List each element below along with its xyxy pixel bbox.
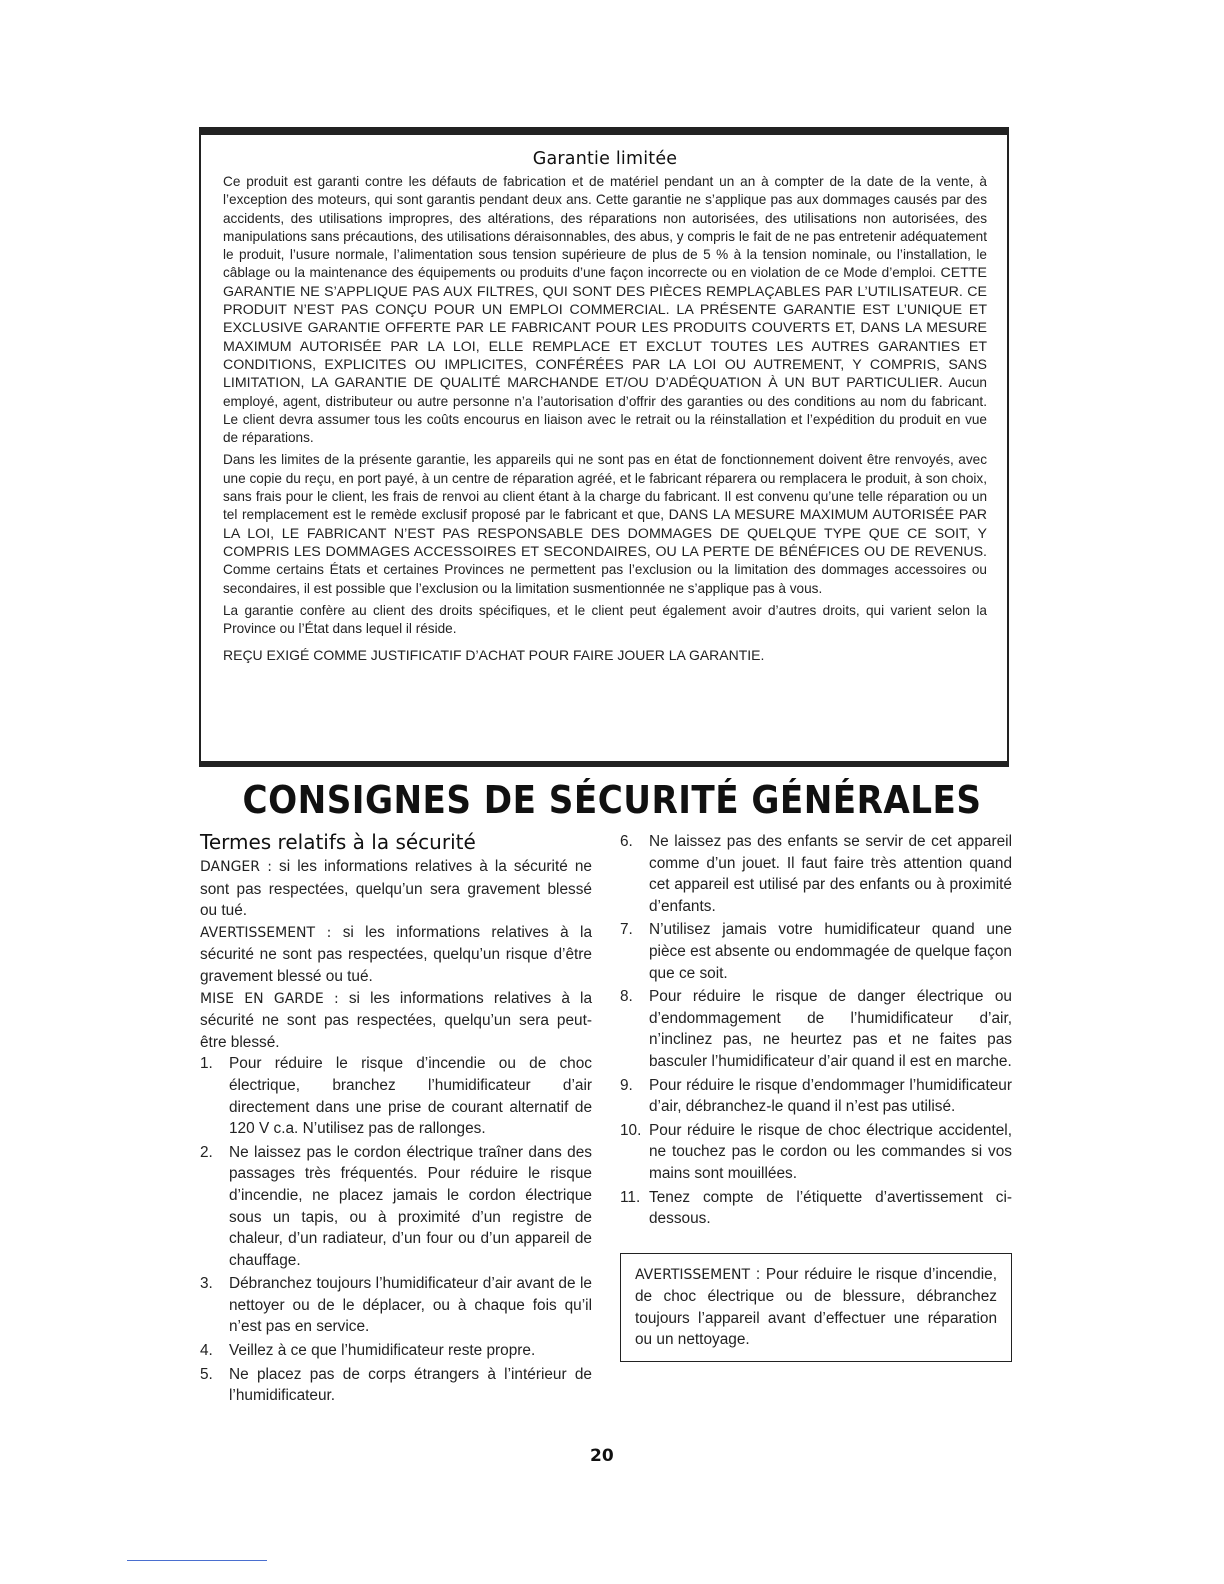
safety-item — [200, 1364, 592, 1407]
warning-label-box — [620, 1253, 1012, 1362]
warranty-p2-text-b: Comme certains États et certaines Provinces ne permettent pas l’exclusion ou la limitation des dommages accessoires ou secondaires, il est possible que l’exclusion ou la limitation susmentionnée ne s’applique pas à vous. — [223, 562, 987, 596]
right-column — [620, 831, 1012, 1362]
page-title: CONSIGNES DE SÉCURITÉ GÉNÉRALES — [242, 778, 982, 822]
warranty-p1-text-a: Ce produit est garanti contre les défauts de fabrication et de matériel pendant un an à compter de la date de la vente, à l’exception des moteurs, qui sont garantis pendant deux ans. Cette garantie ne s’applique pas aux dommages causés par des accidents, des utilisations impropres, des altérations, des réparations non autorisées, des utilisations non autorisées, des manipulations sans précautions, des utilisations déraisonnables, des abus, y compris le fait de ne pas entretenir adéquatement le produit, l’usure normale, l’alimentation sous tension supérieure de plus de 5 % à la tension nominale, ou l’installation, le câblage ou la maintenance des équipements ou produits d’une façon incorrecte ou en violation de ce Mode d’emploi. — [223, 174, 987, 281]
safety-item-text: Veillez à ce que l’humidificateur reste propre. — [229, 1342, 536, 1360]
safety-item-number: 11. — [620, 1188, 641, 1206]
warning-box-text: : Pour réduire le risque d’incendie, de choc électrique ou de blessure, débranchez toujours l’appareil avant d’effectuer une réparation ou un nettoyage. — [635, 1265, 997, 1349]
warranty-p2-text-a: Dans les limites de la présente garantie, les appareils qui ne sont pas en état de fonctionnement doivent être renvoyés, avec une copie du reçu, en port payé, à un centre de réparation agréé, et le fabricant réparera ou remplacera le produit, à son choix, sans frais pour le client, les frais de renvoi au client étant à la charge du fabricant. Il est convenu qu’une telle réparation ou un tel remplacement est le remède exclusif proposé par le fabricant et que, — [223, 452, 987, 523]
page-number: 20 — [590, 1446, 614, 1466]
safety-list-left — [200, 1053, 592, 1407]
safety-terms-heading: Termes relatifs à la sécurité — [200, 830, 476, 854]
safety-item — [620, 1120, 1012, 1185]
safety-item-number: 1. — [200, 1055, 213, 1073]
safety-item-text: Pour réduire le risque de danger électrique ou d’endommagement de l’humidificateur d’air, n’inclinez pas, ne heurtez pas et ne faites pas basculer l’humidificateur d’air quand il est en marche. — [649, 988, 1012, 1070]
term-caution-label: MISE EN GARDE : — [200, 990, 339, 1007]
warranty-receipt-notice: REÇU EXIGÉ COMME JUSTIFICATIF D’ACHAT POUR FAIRE JOUER LA GARANTIE. — [223, 647, 765, 664]
safety-item-text: Débranchez toujours l’humidificateur d’air avant de le nettoyer ou de le déplacer, ou à chaque fois qu’il n’est pas en service. — [229, 1275, 592, 1336]
safety-item — [200, 1053, 592, 1139]
safety-item — [620, 1075, 1012, 1118]
safety-item-number: 4. — [200, 1342, 213, 1360]
safety-item-number: 7. — [620, 921, 633, 939]
term-danger-label: DANGER : — [200, 859, 272, 875]
safety-item-text: Ne laissez pas des enfants se servir de cet appareil comme d’un jouet. Il faut faire très attention quand cet appareil est utilisé par des enfants ou à proximité d’enfants. — [649, 833, 1012, 915]
warranty-paragraph-3: La garantie confère au client des droits spécifiques, et le client peut également avoir d’autres droits, qui varient selon la Province ou l’État dans lequel il réside. — [223, 602, 987, 637]
safety-item-number: 9. — [620, 1076, 633, 1094]
footer-rule — [127, 1560, 267, 1561]
safety-item-number: 2. — [200, 1143, 213, 1161]
term-danger — [200, 856, 592, 922]
safety-item-text: Tenez compte de l’étiquette d’avertissement ci-dessous. — [649, 1188, 1012, 1228]
term-caution-text: si les informations relatives à la sécurité ne sont pas respectées, quelqu’un sera peut-être blessé. — [200, 989, 593, 1051]
safety-item-number: 8. — [620, 988, 633, 1006]
limited-warranty-box — [199, 127, 1009, 767]
warranty-title: Garantie limitée — [532, 149, 678, 169]
safety-item-text: Ne laissez pas le cordon électrique traîner dans des passages très fréquentés. Pour réduire le risque d’incendie, ne placez jamais le cordon électrique sous un tapis, ou à proximité d’un registre de chaleur, d’un radiateur, d’un four ou d’un appareil de chauffage. — [229, 1143, 592, 1269]
warranty-p1-text-b: Aucun employé, agent, distributeur ou autre personne n’a l’autorisation d’offrir des garanties ou des conditions au nom du fabricant. Le client devra assumer tous les coûts encourus en liaison avec le retrait ou la réinstallation et l’expédition du produit en vue de réparations. — [223, 375, 987, 446]
safety-item-number: 5. — [200, 1365, 213, 1383]
safety-item-text: Pour réduire le risque d’endommager l’humidificateur d’air, débranchez-le quand il n’est pas utilisé. — [649, 1076, 1012, 1116]
term-warning-label: AVERTISSEMENT : — [200, 924, 332, 941]
warranty-paragraph-1 — [223, 173, 987, 447]
safety-item — [200, 1340, 592, 1362]
warranty-p2-uppercase: DANS LA MESURE MAXIMUM AUTORISÉE PAR LA LOI, LE FABRICANT N’EST PAS RESPONSABLE DES DOMMAGES DE QUELQUE TYPE QUE CE SOIT, Y COMPRIS LES DOMMAGES ACCESSOIRES ET SECONDAIRES, OU LA PERTE DE BÉNÉFICES OU DE REVENUS. — [223, 507, 988, 560]
safety-item-text: Pour réduire le risque de choc électrique accidentel, ne touchez pas le cordon ou les commandes si vos mains sont mouillées. — [649, 1121, 1012, 1182]
safety-item-number: 6. — [620, 833, 633, 850]
safety-item-number: 10. — [620, 1121, 642, 1139]
safety-item-text: Ne placez pas de corps étrangers à l’intérieur de l’humidificateur. — [229, 1365, 592, 1405]
safety-item-number: 3. — [200, 1275, 213, 1293]
safety-item — [200, 1273, 592, 1338]
term-warning-text: si les informations relatives à la sécurité ne sont pas respectées, quelqu’un risque d’être gravement blessé ou tué. — [200, 923, 592, 985]
safety-item — [620, 986, 1012, 1072]
term-warning — [200, 922, 592, 988]
warranty-p1-uppercase: CETTE GARANTIE NE S’APPLIQUE PAS AUX FILTRES, QUI SONT DES PIÈCES REMPLAÇABLES PAR L’UTILISATEUR. CE PRODUIT N’EST PAS CONÇU POUR UN EMPLOI COMMERCIAL. LA PRÉSENTE GARANTIE EST L’UNIQUE ET EXCLUSIVE GARANTIE OFFERTE PAR LE FABRICANT POUR LES PRODUITS COUVERTS ET, DANS LA MESURE MAXIMUM AUTORISÉE PAR LA LOI, ELLE REMPLACE ET EXCLUT TOUTES LES AUTRES GARANTIES ET CONDITIONS, EXPLICITES OU IMPLICITES, CONFÉRÉES PAR LA LOI OU AUTREMENT, Y COMPRIS, SANS LIMITATION, LA GARANTIE DE QUALITÉ MARCHANDE ET/OU D’ADÉQUATION À UN BUT PARTICULIER. — [223, 265, 987, 392]
safety-item — [200, 1142, 592, 1272]
warning-box-label: AVERTISSEMENT — [635, 1266, 751, 1283]
safety-item-text: N’utilisez jamais votre humidificateur quand une pièce est absente ou endommagée de quelque façon que ce soit. — [649, 921, 1012, 982]
safety-list-right — [620, 831, 1012, 1230]
safety-item — [620, 831, 1012, 917]
safety-item-text: Pour réduire le risque d’incendie ou de choc électrique, branchez l’humidificateur d’air directement dans une prise de courant alternatif de 120 V c.a. N’utilisez pas de rallonges. — [229, 1055, 592, 1138]
safety-item — [620, 1187, 1012, 1230]
term-danger-text: si les informations relatives à la sécurité ne sont pas respectées, quelqu’un sera gravement blessé ou tué. — [200, 858, 592, 920]
left-column — [200, 830, 592, 1407]
term-caution — [200, 988, 592, 1054]
safety-item — [620, 919, 1012, 984]
warranty-paragraph-2 — [223, 451, 987, 597]
